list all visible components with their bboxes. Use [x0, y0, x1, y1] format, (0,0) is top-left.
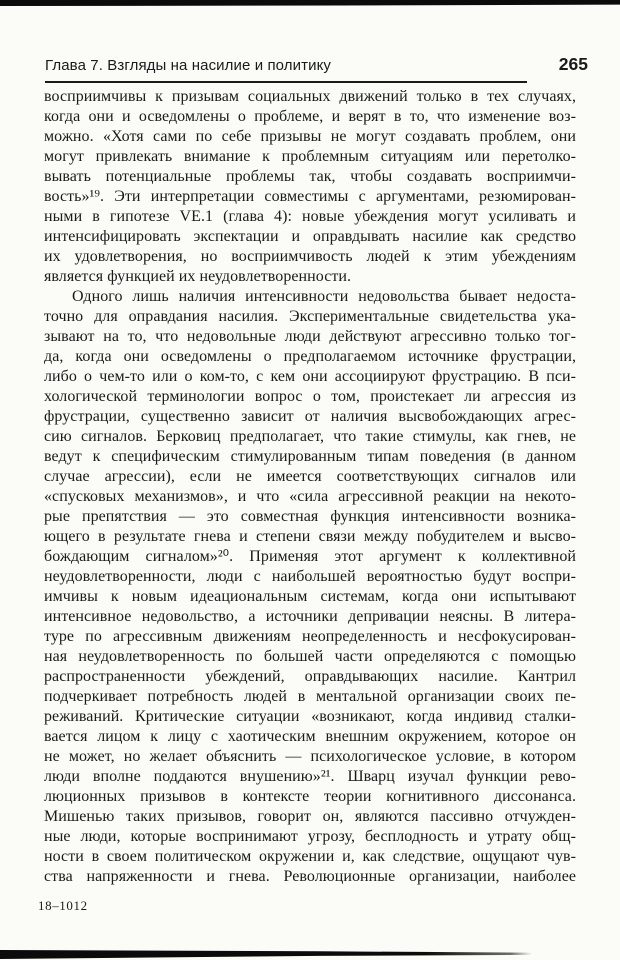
text-line: сию сигналов. Берковиц предполагает, что такие стимулы, как гнев, не	[44, 428, 576, 445]
text-line: распространенности убеждений, оправдывающих насилие. Кантрил	[44, 668, 576, 685]
scan-artifact-bottom-bar	[0, 948, 532, 959]
signature-mark: 18–1012	[38, 898, 88, 913]
text-line: подчеркивает потребность людей в ментальной организации своих пе-	[44, 688, 576, 705]
text-line: восприимчивы к призывам социальных движений только в тех случаях,	[44, 88, 576, 105]
text-line: интенсифицировать экспектации и оправдывать насилие как средство	[44, 228, 576, 245]
running-head	[45, 57, 527, 83]
text-line: ности в своем политическом окружении и, как следствие, ощущают чув-	[44, 848, 576, 865]
text-line: Мишенью таких призывов, говорит он, являются пассивно отчужден-	[44, 808, 576, 825]
text-line: интенсивное недовольство, а источники депривации неясны. В литера-	[44, 608, 576, 625]
text-line: точно для оправдания насилия. Экспериментальные свидетельства ука-	[44, 308, 576, 325]
page-header	[45, 54, 588, 83]
text-line: да, когда они осведомлены о предполагаемом источнике фрустрации,	[44, 348, 576, 365]
text-line: имчивы к новым идеациональным системам, когда они испытывают	[44, 588, 576, 605]
text-line: случае агрессии), если не имеется соответствующих сигналов или	[44, 468, 576, 485]
text-line: вывать потенциальные проблемы так, чтобы создавать восприимчи-	[44, 168, 576, 185]
text-line: ные люди, которые воспринимают угрозу, бесплодность и утрату общ-	[44, 828, 576, 845]
text-line: их удовлетворения, но восприимчивость людей к этим убеждениям	[44, 248, 576, 265]
text-line: является функцией их неудовлетворенности.	[44, 268, 352, 285]
text-line: люционных призывов в контексте теории когнитивного диссонанса.	[44, 788, 576, 805]
text-line: когда они и осведомлены о проблеме, и верят в то, что изменение воз-	[44, 108, 576, 125]
chapter-title: Глава 7. Взгляды на насилие и политику	[45, 57, 331, 74]
text-line: «спусковых механизмов», и что «сила агрессивной реакции на некото-	[44, 488, 576, 505]
body-text	[44, 87, 576, 887]
text-line: ведут к специфическим стимулированным типам поведения (в данном	[44, 448, 576, 465]
text-line: люди вполне поддаются внушению»²¹. Шварц изучал функции рево-	[44, 768, 576, 785]
text-line: можно. «Хотя сами по себе призывы не могут создавать проблем, они	[44, 128, 576, 145]
paragraph	[44, 87, 576, 287]
text-line: Одного лишь наличия интенсивности недовольства бывает недоста-	[72, 288, 576, 305]
text-line: ства напряженности и гнева. Революционные организации, наиболее	[44, 868, 576, 885]
text-line: ющего в результате гнева и степени связи между побудителем и высво-	[44, 528, 576, 545]
text-line: зывают на то, что недовольные люди действуют агрессивно только тог-	[44, 328, 576, 345]
text-line: хологической терминологии вопрос о том, проистекает ли агрессия из	[44, 388, 576, 405]
text-line: бождающим сигналом»²⁰. Применяя этот аргумент к коллективной	[44, 548, 576, 565]
text-line: могут привлекать внимание к проблемным ситуациям или перетолко-	[44, 148, 576, 165]
text-line: неудовлетворенности, люди с наибольшей вероятностью будут воспри-	[44, 568, 576, 585]
paragraph	[44, 287, 576, 887]
page-number: 265	[558, 54, 588, 74]
text-line: ная неудовлетворенность по большей части определяются с помощью	[44, 648, 576, 665]
text-line: не может, но желает объяснить — психологическое условие, в котором	[44, 748, 576, 765]
text-line: ными в гипотезе VE.1 (глава 4): новые убеждения могут усиливать и	[44, 208, 576, 225]
text-line: либо о чем-то или о ком-то, с кем они ассоциируют фрустрацию. В пси-	[44, 368, 576, 385]
scan-artifact-top-bar	[0, 0, 620, 6]
text-line: вость»¹⁹. Эти интерпретации совместимы с аргументами, резюмирован-	[44, 188, 576, 205]
text-line: рые препятствия — это совместная функция интенсивности возника-	[44, 508, 576, 525]
text-line: фрустрации, существенно зависит от наличия высвобождающих агрес-	[44, 408, 576, 425]
text-line: вается лицом к лицу с хаотическим внешним окружением, которое он	[44, 728, 576, 745]
text-line: туре по агрессивным движениям неопределенность и несфокусирован-	[44, 628, 576, 645]
text-line: реживаний. Критические ситуации «возникают, когда индивид сталки-	[44, 708, 576, 725]
